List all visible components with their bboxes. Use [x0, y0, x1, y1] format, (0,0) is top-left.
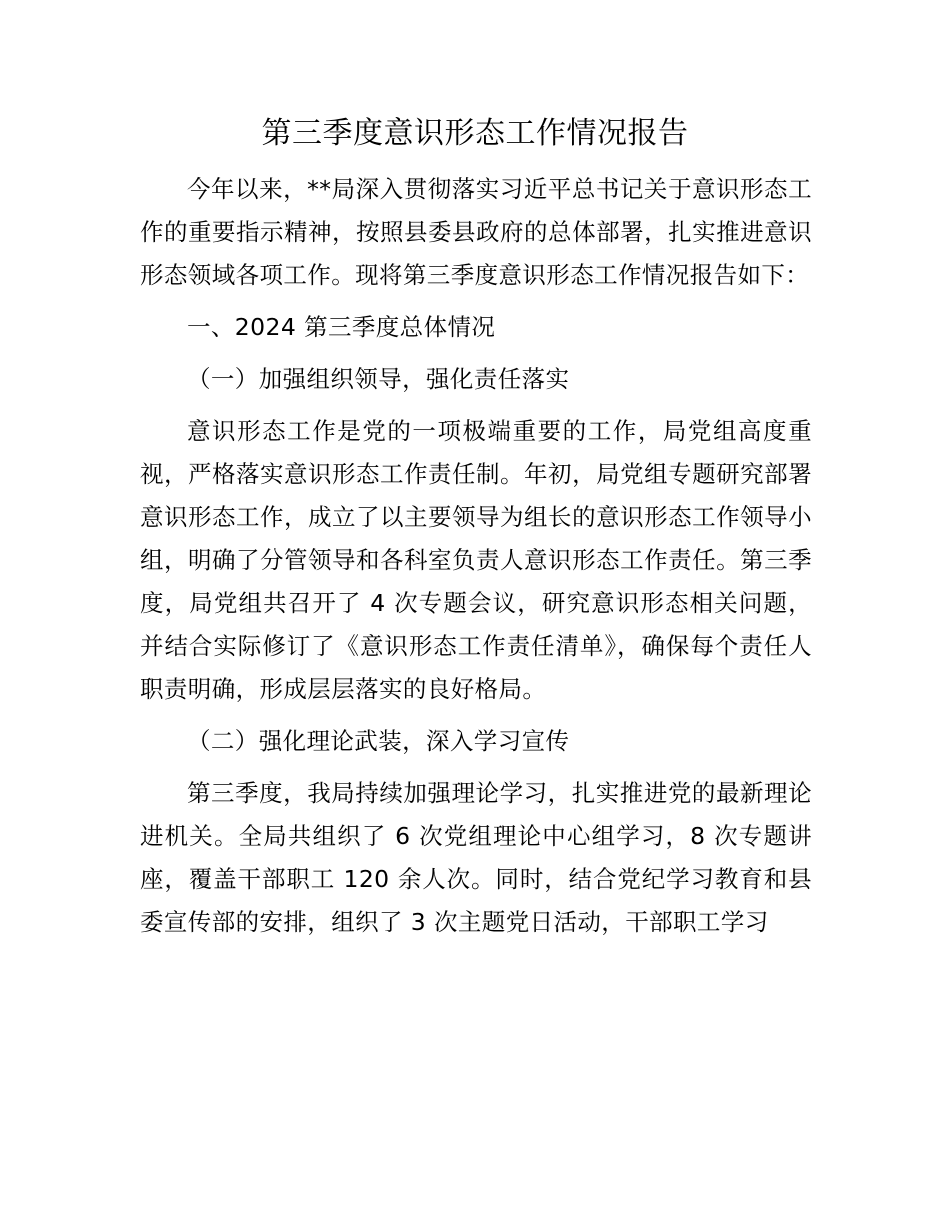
- subsection-heading-leadership: （一）加强组织领导，强化责任落实: [187, 365, 570, 393]
- document-title: 第三季度意识形态工作情况报告: [261, 116, 689, 151]
- leadership-paragraph: 意识形态工作是党的一项极端重要的工作，局党组高度重视，严格落实意识形态工作责任制。年初，局党组专题研究部署意识形态工作，成立了以主要领导为组长的意识形态工作领导小组，明确了分管领导和各科室负责人意识形态工作责任。第三季度，局党组共召开了 4 次专题会议，研究意识形态相关问题，并结合实际修订了《意识形态工作责任清单》，确保每个责任人职责明确，形成层层落实的良好格局。: [140, 417, 812, 703]
- theory-paragraph: 第三季度，我局持续加强理论学习，扎实推进党的最新理论进机关。全局共组织了 6 次党组理论中心组学习，8 次专题讲座，覆盖干部职工 120 余人次。同时，结合党纪学习教育和县委宣传部的安排，组织了 3 次主题党日活动，干部职工学习: [140, 779, 812, 936]
- intro-paragraph: 今年以来，**局深入贯彻落实习近平总书记关于意识形态工作的重要指示精神，按照县委县政府的总体部署，扎实推进意识形态领域各项工作。现将第三季度意识形态工作情况报告如下：: [140, 175, 812, 289]
- section-heading-overall: 一、2024 第三季度总体情况: [187, 313, 496, 341]
- subsection-heading-theory: （二）强化理论武装，深入学习宣传: [187, 727, 570, 755]
- document-body: [140, 168, 812, 944]
